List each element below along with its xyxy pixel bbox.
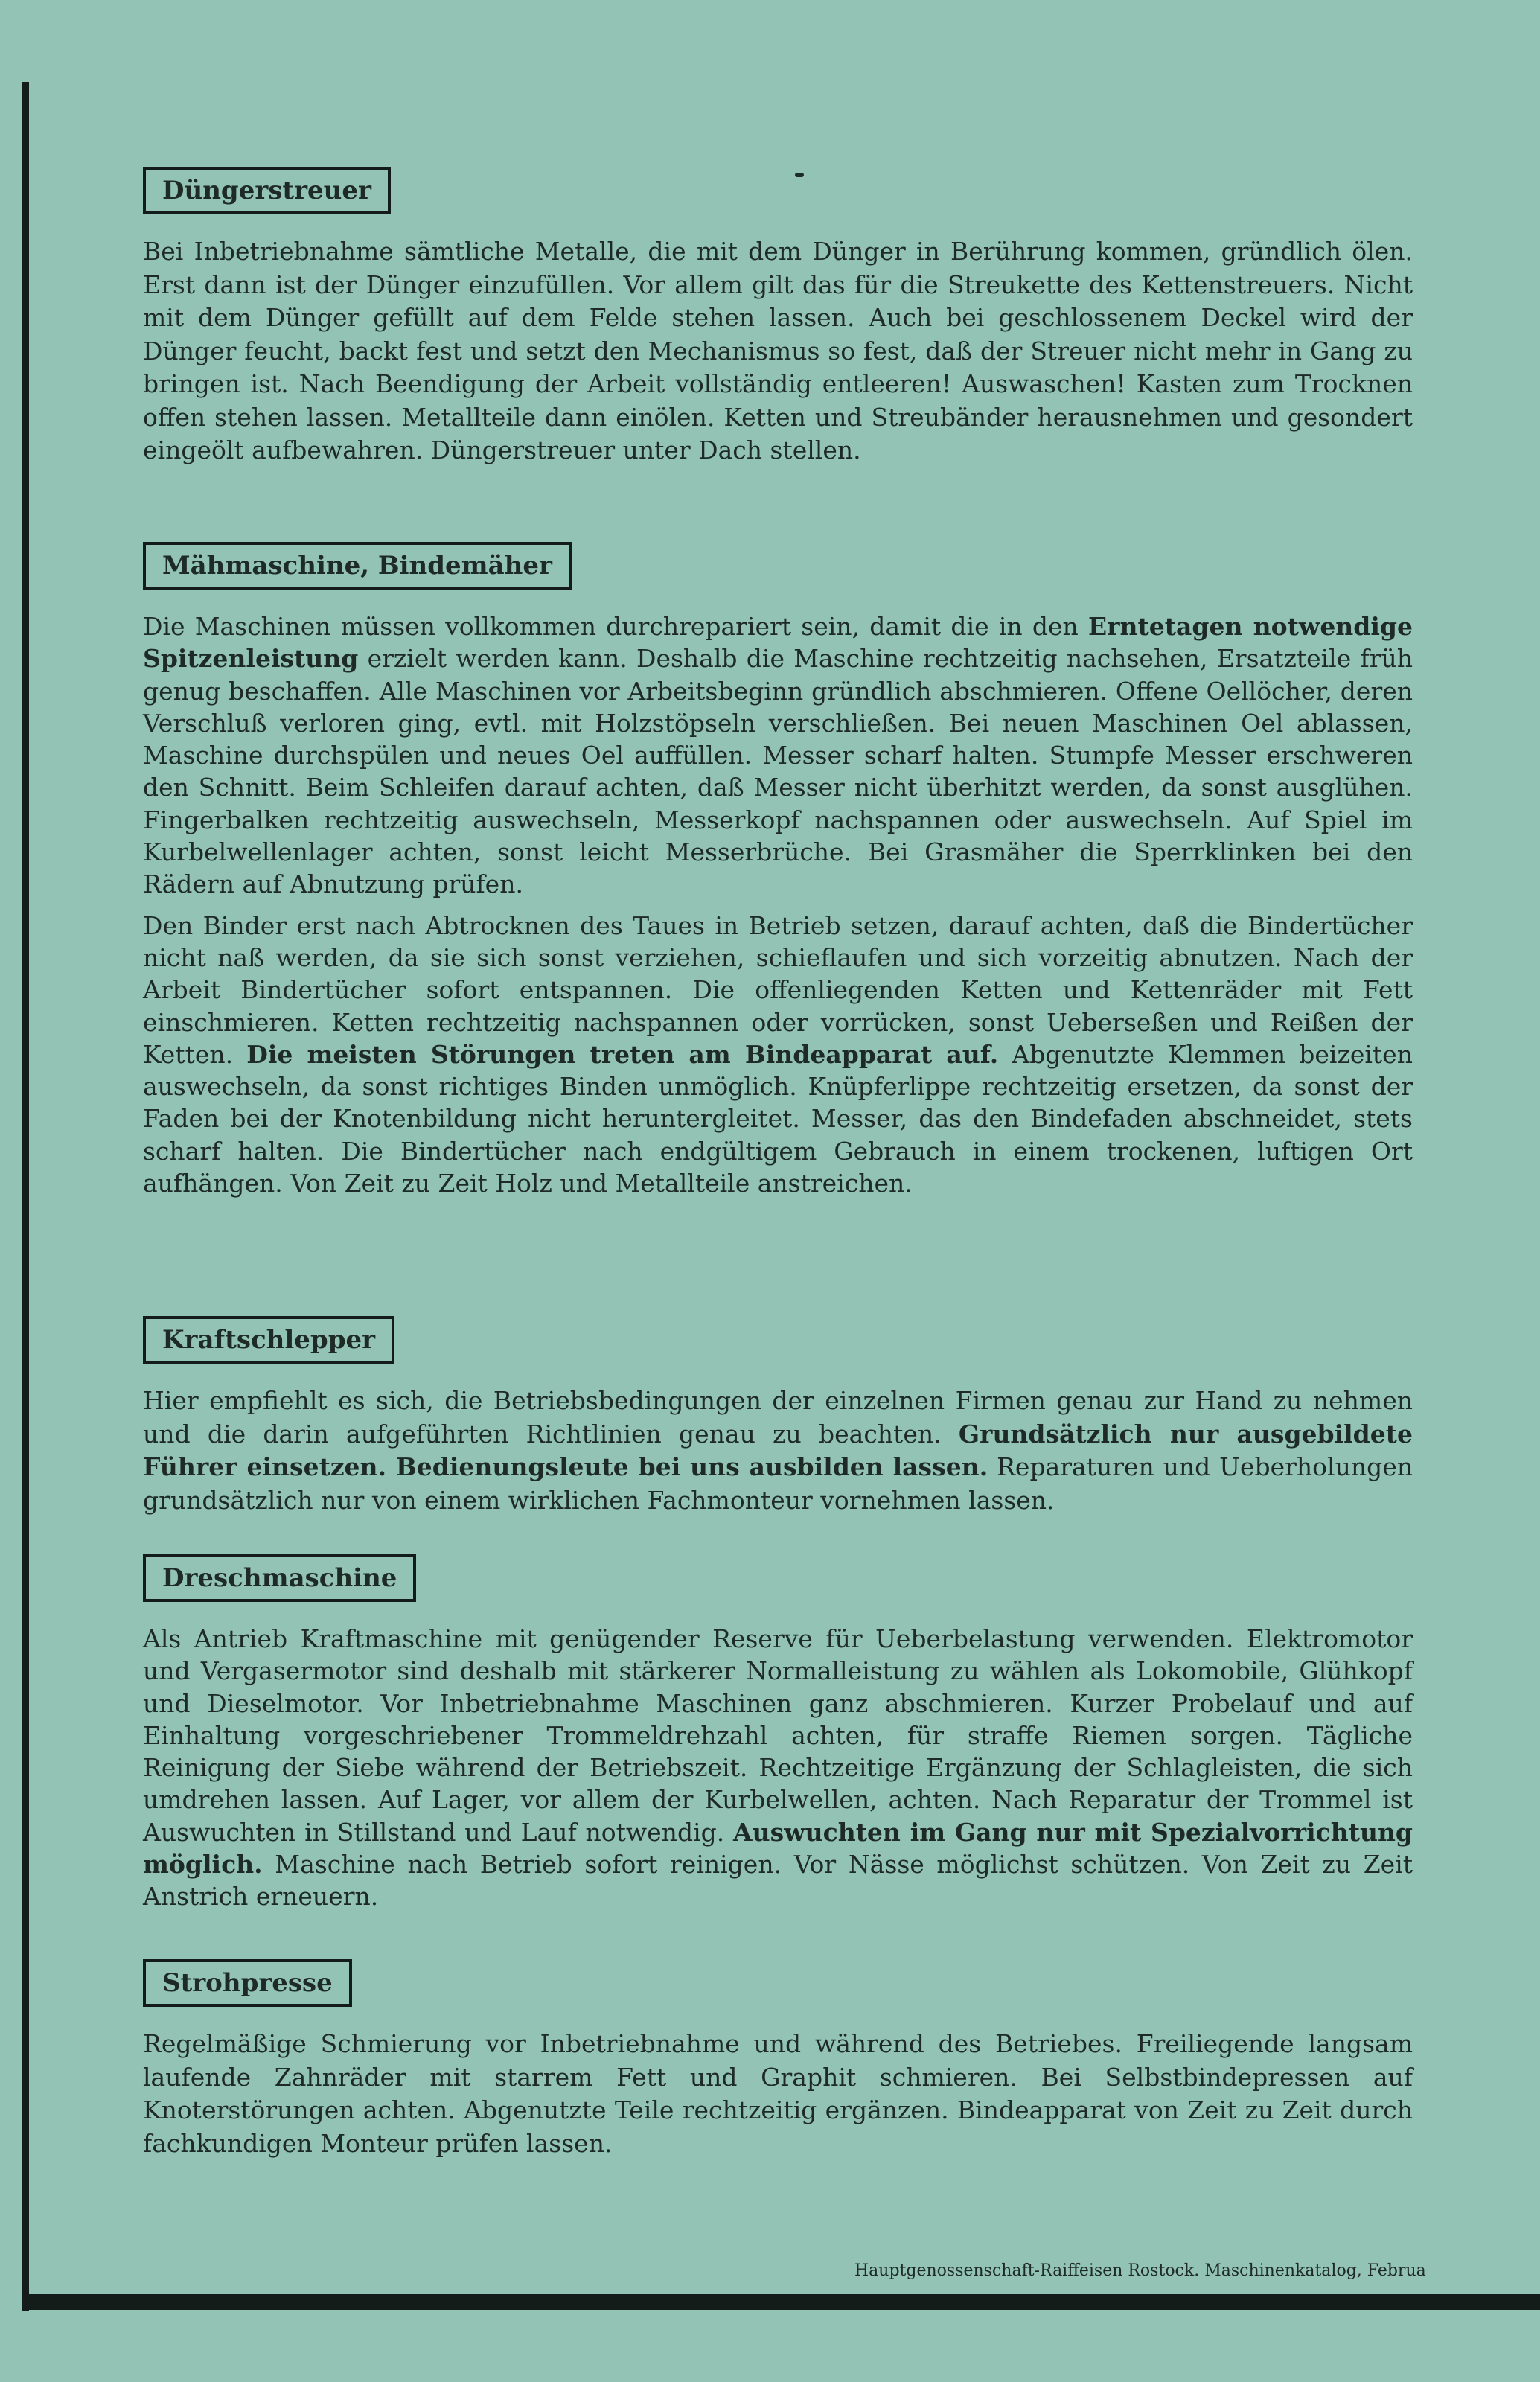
text-run: Regelmäßige Schmierung vor Inbetriebnahme und während des Betriebes. Freiliegende langsam laufende Zahnräder mit starrem Fett und Graphit schmieren. Bei Selbstbindepressen auf Knoterstörungen achten. Abgenutzte Teile rechtzeitig ergänzen. Bindeapparat von Zeit zu Zeit durch fachkundigen Monteur prüfen lassen. (143, 2029, 1413, 2158)
section-dreschmaschine (143, 1554, 1413, 1922)
bold-text: Erntetagen notwendige Spitzenleistung (143, 612, 1413, 674)
section-body (143, 1385, 1413, 1517)
section-body (143, 235, 1413, 467)
section-body (143, 1623, 1413, 1913)
left-border-rule (22, 82, 29, 2311)
text-run: Als Antrieb Kraftmaschine mit genügender Reserve für Ueberbelastung verwenden. Elektromotor und Vergasermotor sind deshalb mit stärkerer Normalleistung zu wählen als Lokomobile, Glühkopf und Dieselmotor. Vor Inbetriebnahme Maschinen ganz abschmieren. Kurzer Probelauf und auf Einhaltung vorgeschriebener Trommeldrehzahl achten, für straffe Riemen sorgen. Tägliche Reinigung der Siebe während der Betriebszeit. Rechtzeitige Ergänzung der Schlagleisten, die sich umdrehen lassen. Auf Lager, vor allem der Kurbelwellen, achten. Nach Reparatur der Trommel ist Auswuchten in Stillstand und Lauf notwendig. (143, 1624, 1413, 1847)
footer-imprint: Hauptgenossenschaft-Raiffeisen Rostock. Maschinenkatalog, Februa (854, 2261, 1426, 2280)
bottom-border-rule (22, 2294, 1540, 2310)
text-run: Hier empfiehlt es sich, die Betriebsbedingungen der einzelnen Firmen genau zur Hand zu nehmen und die darin aufgeführten Richtlinien genau zu beachten. (143, 1386, 1413, 1449)
paragraph (143, 235, 1413, 467)
paragraph (143, 610, 1413, 901)
section-heading: Kraftschlepper (143, 1316, 394, 1364)
section-heading: Düngerstreuer (143, 167, 391, 214)
text-run: Maschine nach Betrieb sofort reinigen. Vor Nässe möglichst schützen. Von Zeit zu Zeit Anstrich erneuern. (143, 1850, 1413, 1912)
text-run: Den Binder erst nach Abtrocknen des Taues in Betrieb setzen, darauf achten, daß die Bindertücher nicht naß werden, da sie sich sonst verziehen, schieflaufen und sich vorzeitig abnutzen. Nach der Arbeit Bindertücher sofort entspannen. Die offenliegenden Ketten und Kettenräder mit Fett einschmieren. Ketten rechtzeitig nachspannen oder vorrücken, sonst Ueberseßen und Reißen der Ketten. (143, 910, 1413, 1069)
section-heading: Strohpresse (143, 1959, 352, 2007)
bold-text: Grundsätzlich nur ausgebildete Führer einsetzen. Bedienungsleute bei uns ausbilden lassen. (143, 1419, 1413, 1481)
section-heading: Mähmaschine, Bindemäher (143, 542, 572, 590)
paragraph (143, 1623, 1413, 1913)
section-body (143, 2028, 1413, 2160)
section-kraftschlepper (143, 1316, 1413, 1526)
text-run: Die Maschinen müssen vollkommen durchrepariert sein, damit die in den (143, 612, 1088, 641)
paragraph (143, 2028, 1413, 2160)
bold-text: Die meisten Störungen treten am Bindeapparat auf. (246, 1039, 999, 1069)
section-body (143, 610, 1413, 1199)
section-heading: Dreschmaschine (143, 1554, 416, 1602)
text-run: Bei Inbetriebnahme sämtliche Metalle, die mit dem Dünger in Berührung kommen, gründlich ölen. Erst dann ist der Dünger einzufüllen. Vor allem gilt das für die Streukette des Kettenstreuers. Nicht mit dem Dünger gefüllt auf dem Felde stehen lassen. Auch bei geschlossenem Deckel wird der Dünger feucht, backt fest und setzt den Mechanismus so fest, daß der Streuer nicht mehr in Gang zu bringen ist. Nach Beendigung der Arbeit vollständig entleeren! Auswaschen! Kasten zum Trocknen offen stehen lassen. Metallteile dann einölen. Ketten und Streubänder herausnehmen und gesondert eingeölt aufbewahren. Düngerstreuer unter Dach stellen. (143, 237, 1413, 464)
section-maehmaschine (143, 542, 1413, 1208)
section-strohpresse (143, 1959, 1413, 2169)
paragraph (143, 1385, 1413, 1517)
paragraph (143, 910, 1413, 1200)
section-duengerstreuer (143, 167, 1413, 476)
text-run: Abgenutzte Klemmen beizeiten auswechseln, da sonst richtiges Binden unmöglich. Knüpferlippe rechtzeitig ersetzen, da sonst der Faden bei der Knotenbildung nicht heruntergleitet. Messer, das den Bindefaden abschneidet, stets scharf halten. Die Bindertücher nach endgültigem Gebrauch in einem trockenen, luftigen Ort aufhängen. Von Zeit zu Zeit Holz und Metallteile anstreichen. (143, 1039, 1413, 1198)
text-run: Reparaturen und Ueberholungen grundsätzlich nur von einem wirklichen Fachmonteur vornehmen lassen. (143, 1452, 1413, 1515)
text-run: erzielt werden kann. Deshalb die Maschine rechtzeitig nachsehen, Ersatzteile früh genug beschaffen. Alle Maschinen vor Arbeitsbeginn gründlich abschmieren. Offene Oellöcher, deren Verschluß verloren ging, evtl. mit Holzstöpseln verschließen. Bei neuen Maschinen Oel ablassen, Maschine durchspülen und neues Oel auffüllen. Messer scharf halten. Stumpfe Messer erschweren den Schnitt. Beim Schleifen darauf achten, daß Messer nicht überhitzt werden, da sonst ausglühen. Fingerbalken rechtzeitig auswechseln, Messerkopf nachspannen oder auswechseln. Auf Spiel im Kurbelwellenlager achten, sonst leicht Messerbrüche. Bei Grasmäher die Sperrklinken bei den Rädern auf Abnutzung prüfen. (143, 644, 1413, 899)
bold-text: Auswuchten im Gang nur mit Spezialvorrichtung möglich. (143, 1817, 1413, 1880)
